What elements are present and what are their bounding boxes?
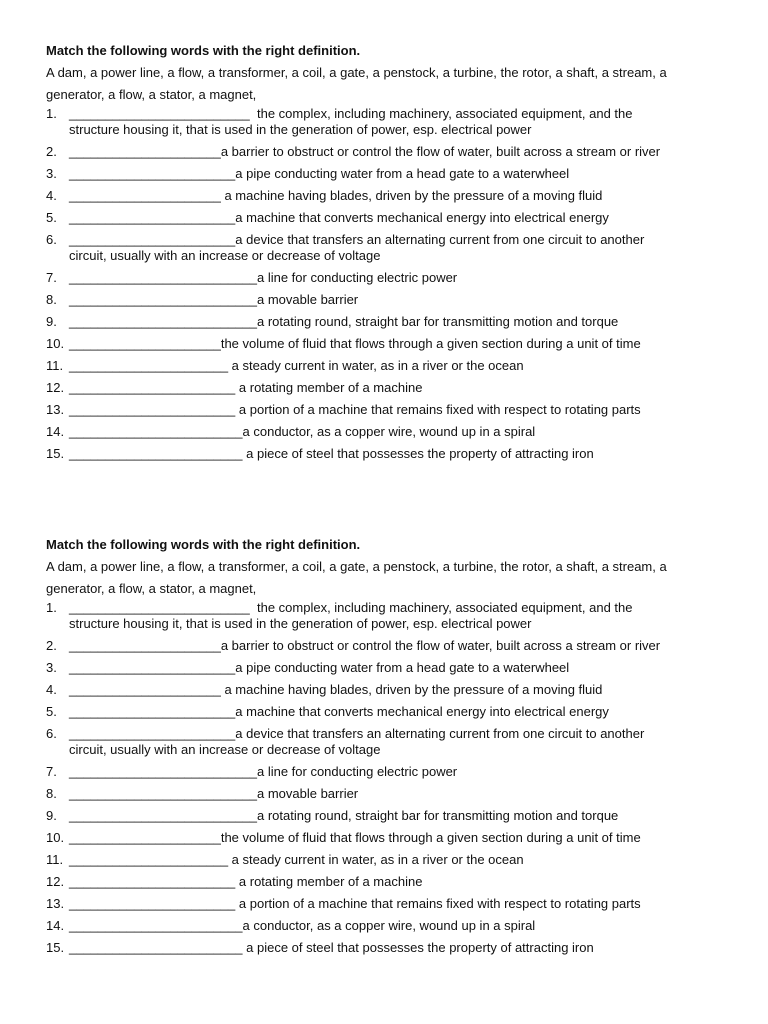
blank-and-definition: ________________________ a piece of steel that possesses the property of attracting iron <box>69 940 594 955</box>
definition-continuation: structure housing it, that is used in the generation of power, esp. electrical power <box>69 616 532 631</box>
definition-item <box>46 852 736 868</box>
definition-item <box>46 314 736 330</box>
item-number: 9. <box>46 314 57 329</box>
definition-item <box>46 144 736 160</box>
definition-item <box>46 402 736 418</box>
item-number: 13. <box>46 896 65 911</box>
blank-and-definition: _______________________ a portion of a machine that remains fixed with respect to rotating parts <box>69 896 641 911</box>
blank-and-definition: ______________________ a steady current in water, as in a river or the ocean <box>69 852 524 867</box>
item-number: 12. <box>46 874 65 889</box>
definition-item <box>46 600 736 632</box>
item-number: 7. <box>46 764 57 779</box>
blank-and-definition: _______________________a machine that converts mechanical energy into electrical energy <box>69 704 609 719</box>
item-number: 6. <box>46 232 57 247</box>
definition-item <box>46 808 736 824</box>
blank-and-definition: _____________________the volume of fluid that flows through a given section during a unit of time <box>69 336 641 351</box>
blank-and-definition: __________________________a movable barrier <box>69 786 359 801</box>
blank-and-definition: _______________________a pipe conducting water from a head gate to a waterwheel <box>69 660 570 675</box>
item-number: 1. <box>46 106 57 121</box>
blank-and-definition: _______________________ a rotating member of a machine <box>69 874 423 889</box>
worksheet-1 <box>46 42 736 468</box>
definition-item <box>46 764 736 780</box>
item-number: 11. <box>46 852 64 867</box>
worksheet-2 <box>46 536 736 962</box>
blank-and-definition: ________________________a conductor, as a copper wire, wound up in a spiral <box>69 918 536 933</box>
item-number: 10. <box>46 830 65 845</box>
blank-and-definition: ________________________a conductor, as a copper wire, wound up in a spiral <box>69 424 536 439</box>
definition-item <box>46 704 736 720</box>
definition-item <box>46 786 736 802</box>
definition-item <box>46 424 736 440</box>
blank-and-definition: __________________________a rotating round, straight bar for transmitting motion and torque <box>69 314 619 329</box>
definition-item <box>46 682 736 698</box>
blank-and-definition: _________________________ the complex, including machinery, associated equipment, and the <box>69 600 633 615</box>
item-number: 3. <box>46 660 57 675</box>
blank-and-definition: __________________________a movable barrier <box>69 292 359 307</box>
blank-and-definition: _______________________a device that transfers an alternating current from one circuit to another <box>69 232 645 247</box>
blank-and-definition: __________________________a line for conducting electric power <box>69 270 458 285</box>
word-bank: A dam, a power line, a flow, a transformer, a coil, a gate, a penstock, a turbine, the rotor, a shaft, a stream, a generator, a flow, a stator, a magnet, <box>46 65 667 102</box>
definition-item <box>46 896 736 912</box>
item-number: 2. <box>46 144 57 159</box>
item-number: 12. <box>46 380 65 395</box>
definition-item <box>46 940 736 956</box>
blank-and-definition: _____________________a barrier to obstruct or control the flow of water, built across a stream or river <box>69 638 661 653</box>
definition-item <box>46 660 736 676</box>
blank-and-definition: _____________________ a machine having blades, driven by the pressure of a moving fluid <box>69 188 603 203</box>
blank-and-definition: ________________________ a piece of steel that possesses the property of attracting iron <box>69 446 594 461</box>
blank-and-definition: _________________________ the complex, including machinery, associated equipment, and the <box>69 106 633 121</box>
definition-item <box>46 446 736 462</box>
blank-and-definition: __________________________a line for conducting electric power <box>69 764 458 779</box>
worksheet-title: Match the following words with the right definition. <box>46 537 361 552</box>
worksheet-title: Match the following words with the right definition. <box>46 43 361 58</box>
definition-item <box>46 210 736 226</box>
blank-and-definition: _______________________a machine that converts mechanical energy into electrical energy <box>69 210 609 225</box>
item-number: 8. <box>46 292 57 307</box>
definition-item <box>46 830 736 846</box>
definition-item <box>46 726 736 758</box>
item-number: 9. <box>46 808 57 823</box>
item-number: 15. <box>46 940 65 955</box>
item-number: 14. <box>46 424 65 439</box>
item-number: 4. <box>46 682 57 697</box>
item-number: 11. <box>46 358 64 373</box>
definition-list <box>46 106 736 462</box>
definition-item <box>46 380 736 396</box>
blank-and-definition: __________________________a rotating round, straight bar for transmitting motion and torque <box>69 808 619 823</box>
item-number: 8. <box>46 786 57 801</box>
definition-item <box>46 638 736 654</box>
definition-continuation: circuit, usually with an increase or decrease of voltage <box>69 248 381 263</box>
blank-and-definition: _____________________a barrier to obstruct or control the flow of water, built across a stream or river <box>69 144 661 159</box>
item-number: 7. <box>46 270 57 285</box>
definition-continuation: structure housing it, that is used in the generation of power, esp. electrical power <box>69 122 532 137</box>
definition-item <box>46 232 736 264</box>
definition-list <box>46 600 736 956</box>
blank-and-definition: _____________________the volume of fluid that flows through a given section during a unit of time <box>69 830 641 845</box>
item-number: 4. <box>46 188 57 203</box>
definition-item <box>46 918 736 934</box>
definition-item <box>46 292 736 308</box>
item-number: 3. <box>46 166 57 181</box>
blank-and-definition: ______________________ a steady current in water, as in a river or the ocean <box>69 358 524 373</box>
definition-item <box>46 874 736 890</box>
definition-item <box>46 358 736 374</box>
item-number: 6. <box>46 726 57 741</box>
item-number: 5. <box>46 210 57 225</box>
blank-and-definition: _______________________ a portion of a machine that remains fixed with respect to rotating parts <box>69 402 641 417</box>
blank-and-definition: _______________________a pipe conducting water from a head gate to a waterwheel <box>69 166 570 181</box>
item-number: 14. <box>46 918 65 933</box>
item-number: 1. <box>46 600 57 615</box>
definition-item <box>46 188 736 204</box>
item-number: 13. <box>46 402 65 417</box>
blank-and-definition: _______________________a device that transfers an alternating current from one circuit to another <box>69 726 645 741</box>
item-number: 2. <box>46 638 57 653</box>
definition-item <box>46 336 736 352</box>
blank-and-definition: _______________________ a rotating member of a machine <box>69 380 423 395</box>
item-number: 10. <box>46 336 65 351</box>
definition-item <box>46 166 736 182</box>
definition-item <box>46 106 736 138</box>
definition-continuation: circuit, usually with an increase or decrease of voltage <box>69 742 381 757</box>
item-number: 15. <box>46 446 65 461</box>
blank-and-definition: _____________________ a machine having blades, driven by the pressure of a moving fluid <box>69 682 603 697</box>
item-number: 5. <box>46 704 57 719</box>
word-bank: A dam, a power line, a flow, a transformer, a coil, a gate, a penstock, a turbine, the rotor, a shaft, a stream, a generator, a flow, a stator, a magnet, <box>46 559 667 596</box>
definition-item <box>46 270 736 286</box>
